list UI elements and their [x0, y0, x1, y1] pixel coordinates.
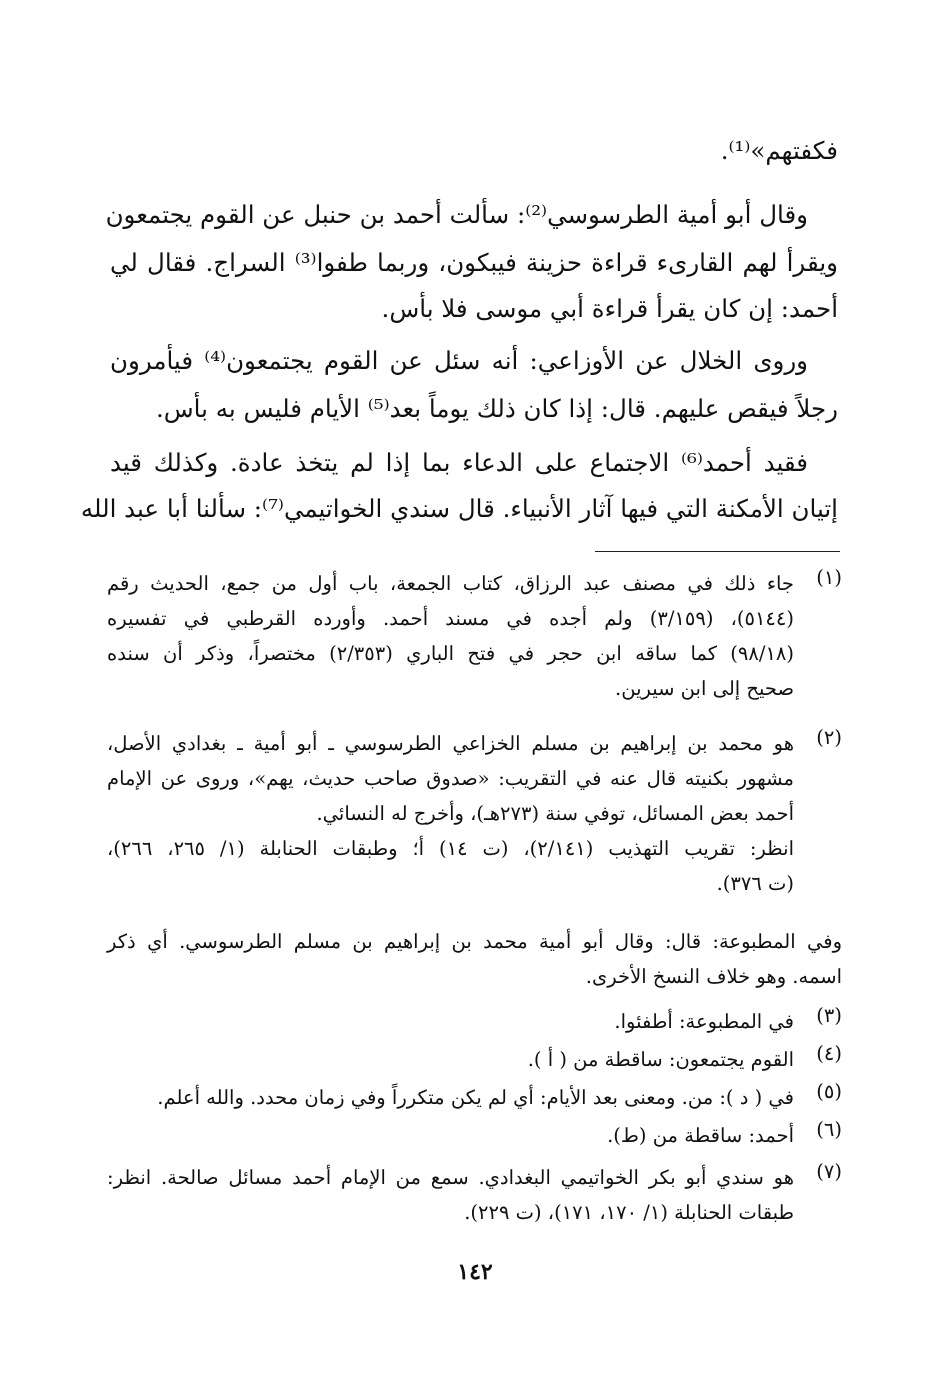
footnote-3 — [107, 1004, 842, 1039]
page-number: ١٤٢ — [457, 1259, 493, 1285]
body-line-7: فقيد أحمد⁽⁶⁾ الاجتماع على الدعاء بما إذا لم يتخذ عادة. وكذلك قيد — [110, 448, 808, 477]
footnote-4 — [107, 1042, 842, 1077]
footnote-line: أحمد بعض المسائل، توفي سنة (٢٧٣هـ)، وأخرج له النسائي. — [316, 802, 794, 825]
footnote-line: أحمد: ساقطة من (ط). — [607, 1124, 794, 1147]
footnote-number: (١) — [816, 566, 842, 589]
footnote-line: هو سندي أبو بكر الخواتيمي البغدادي. سمع من الإمام أحمد مسائل صالحة. انظر: — [107, 1166, 794, 1189]
footnote-number: (٧) — [816, 1160, 842, 1183]
footnote-number: (٢) — [816, 726, 842, 749]
footnote-line: مشهور بكنيته قال عنه في التقريب: «صدوق صاحب حديث، يهم»، وروى عن الإمام — [107, 767, 794, 790]
footnote-line: (٥١٤٤)، (٣/١٥٩) ولم أجده في مسند أحمد. وأورده القرطبي في تفسيره — [107, 607, 794, 630]
body-line-8: إتيان الأمكنة التي فيها آثار الأنبياء. قال سندي الخواتيمي⁽⁷⁾: سألنا أبا عبد الله — [80, 494, 838, 523]
footnote-line: في ( د ): من. ومعنى بعد الأيام: أي لم يكن متكرراً وفي زمان محدد. والله أعلم. — [157, 1086, 794, 1109]
footnote-line: وفي المطبوعة: قال: وقال أبو أمية محمد بن إبراهيم بن مسلم الطرسوسي. أي ذكر — [107, 930, 842, 953]
body-line-3: ويقرأ لهم القارىء قراءة حزينة فيبكون، وربما طفوا⁽³⁾ السراج. فقال لي — [110, 248, 838, 277]
footnote-number: (٦) — [816, 1118, 842, 1141]
footnote-number: (٣) — [816, 1004, 842, 1027]
footnote-2-continued — [107, 924, 842, 994]
footnote-line: صحيح إلى ابن سيرين. — [615, 677, 794, 700]
footnote-line: طبقات الحنابلة (١/ ١٧٠، ١٧١)، (ت ٢٢٩). — [464, 1201, 794, 1224]
footnote-line: في المطبوعة: أطفئوا. — [614, 1010, 794, 1033]
footnote-line: (٩٨/١٨) كما ساقه ابن حجر في فتح الباري (٢/٣٥٣) مختصراً، وذكر أن سنده — [107, 642, 794, 665]
footnote-5 — [107, 1080, 842, 1115]
footnote-line: هو محمد بن إبراهيم بن مسلم الخزاعي الطرسوسي ـ أبو أمية ـ بغدادي الأصل، — [107, 732, 794, 755]
footnote-line: القوم يجتمعون: ساقطة من ( أ ). — [527, 1048, 794, 1071]
footnote-7 — [107, 1160, 842, 1230]
body-line-2: وقال أبو أمية الطرسوسي⁽²⁾: سألت أحمد بن حنبل عن القوم يجتمعون — [105, 200, 808, 229]
body-line-4: أحمد: إن كان يقرأ قراءة أبي موسى فلا بأس. — [381, 294, 838, 323]
footnote-line: اسمه. وهو خلاف النسخ الأخرى. — [585, 965, 842, 988]
body-line-5: وروى الخلال عن الأوزاعي: أنه سئل عن القوم يجتمعون⁽⁴⁾ فيأمرون — [110, 346, 808, 375]
footnote-line: (ت ٣٧٦). — [716, 872, 794, 895]
footnote-separator — [595, 551, 840, 552]
footnote-number: (٥) — [816, 1080, 842, 1103]
footnote-2 — [107, 726, 842, 901]
body-line-1: فكفتهم»⁽¹⁾. — [720, 136, 838, 165]
footnote-number: (٤) — [816, 1042, 842, 1065]
footnote-line: انظر: تقريب التهذيب (٢/١٤١)، (ت ١٤) أ؛ وطبقات الحنابلة (١/ ٢٦٥، ٢٦٦)، — [107, 837, 794, 860]
footnote-6 — [107, 1118, 842, 1153]
footnote-1 — [107, 566, 842, 706]
footnote-line: جاء ذلك في مصنف عبد الرزاق، كتاب الجمعة، باب أول من جمع، الحديث رقم — [107, 572, 794, 595]
body-line-6: رجلاً فيقص عليهم. قال: إذا كان ذلك يوماً بعد⁽⁵⁾ الأيام فليس به بأس. — [155, 394, 838, 423]
